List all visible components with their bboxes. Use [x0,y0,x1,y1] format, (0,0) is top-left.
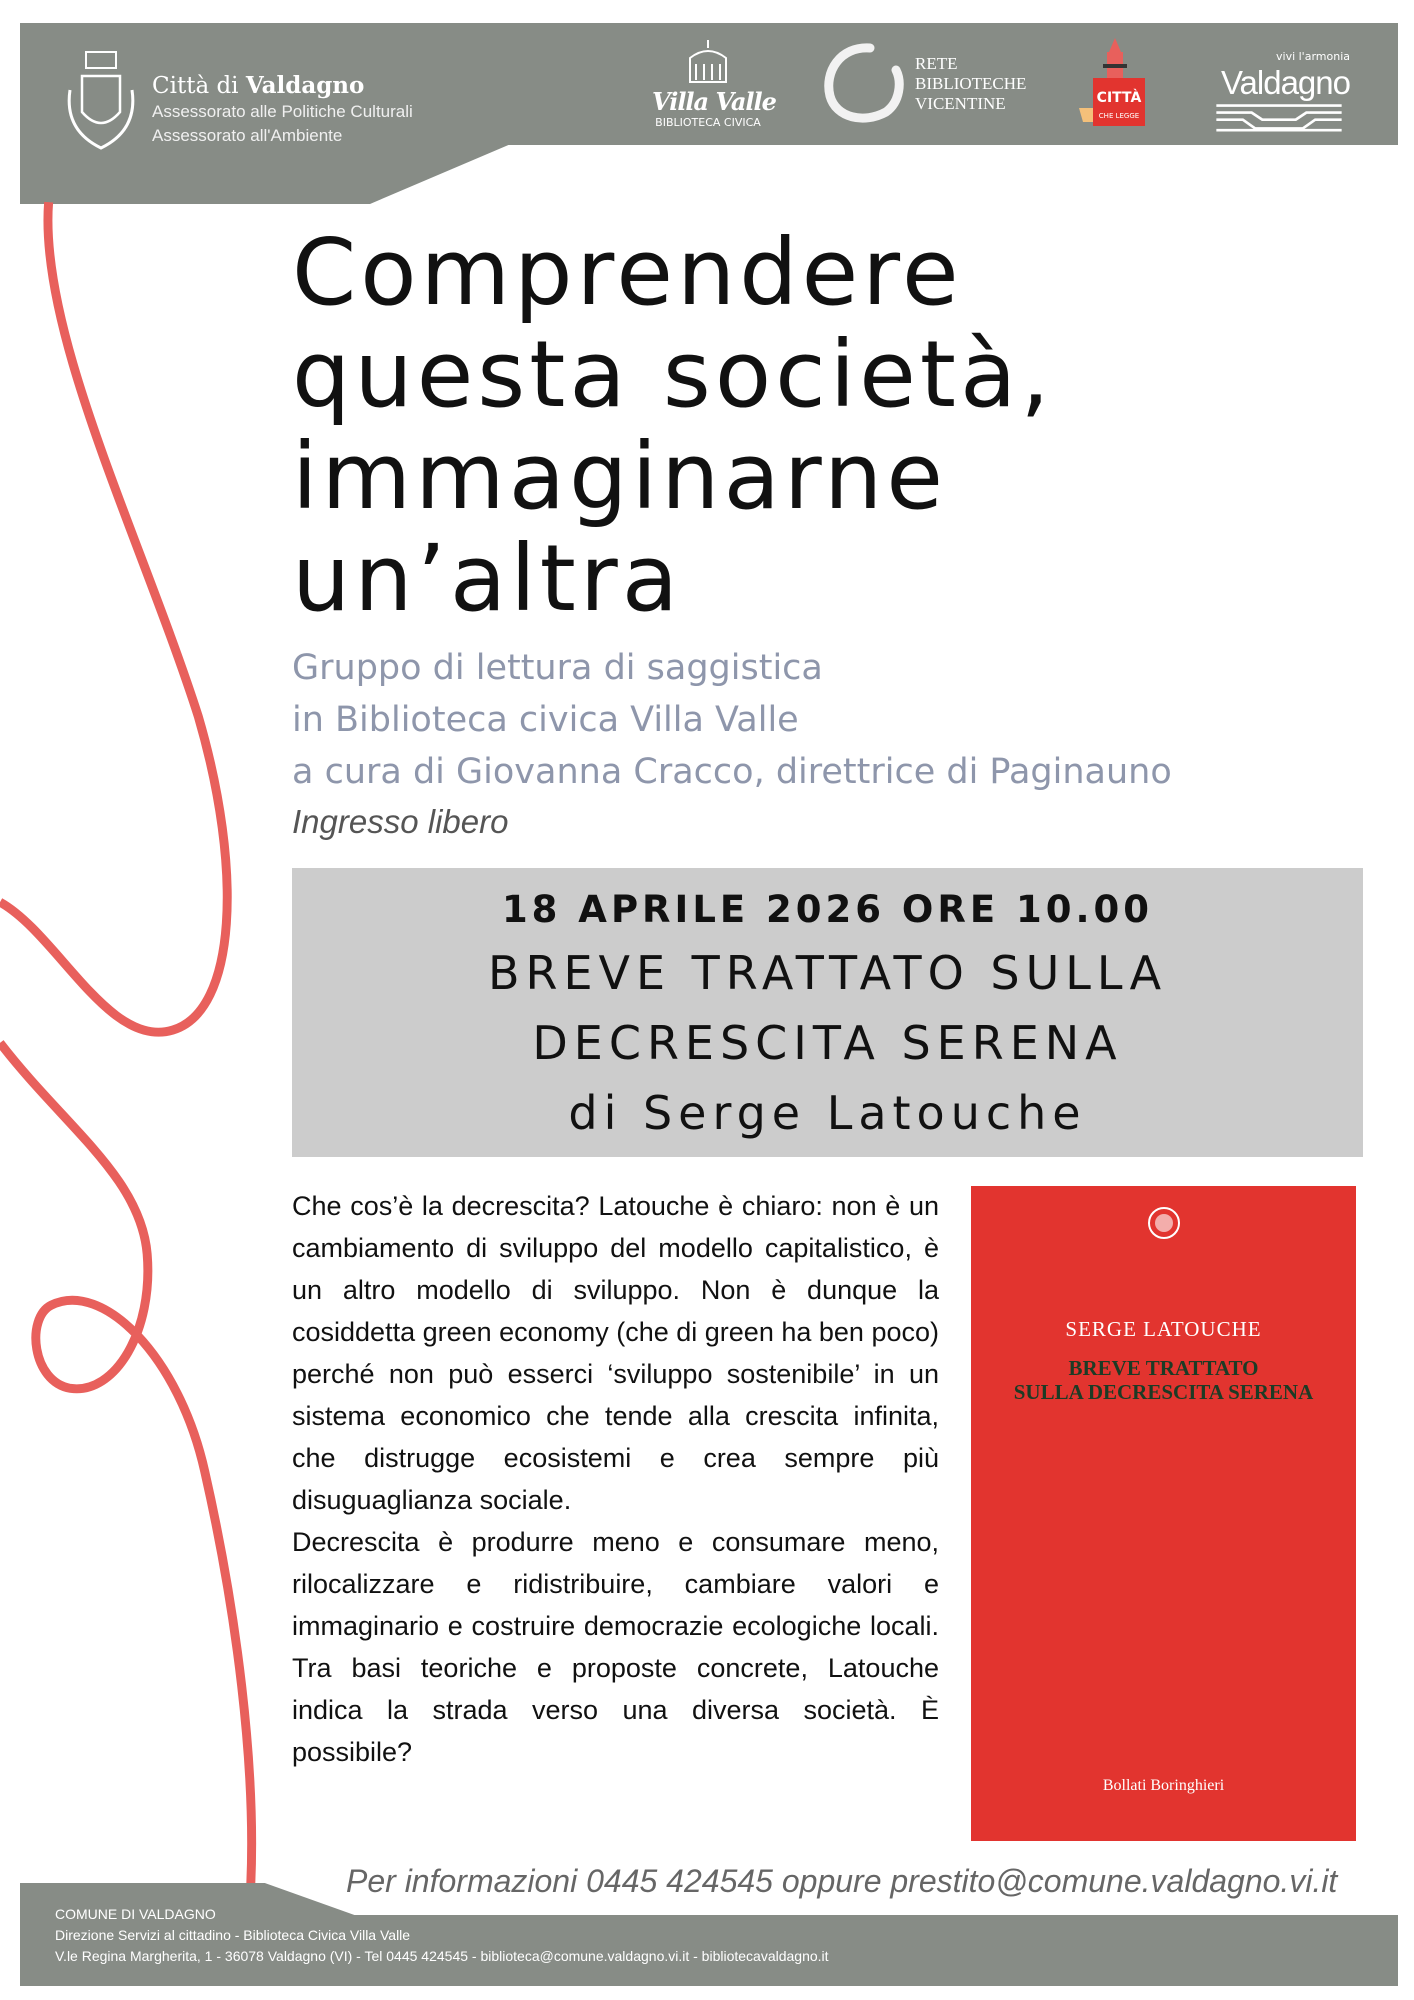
citta-che-legge-logo [1073,38,1157,130]
villa-building-icon [678,38,738,84]
city-name: Valdagno [245,72,365,99]
description-paragraph: Che cos’è la decrescita? Latouche è chiaro: non è un cambiamento di sviluppo del modello capitalistico, è un altro modello di sviluppo. Non è dunque la cosiddetta green economy (che di green ha ben poco) perché non può esserci ‘sviluppo sostenibile’ in un sistema economico che tende alla crescita infinita, che distrugge ecosistemi e crea sempre più disuguaglianza sociale. [292,1191,939,1515]
rete-biblioteche-logo [820,42,1027,130]
rete-line3: VICENTINE [915,94,1006,113]
villa-valle-logo [652,38,776,130]
brush-circle-icon [820,42,904,126]
footer-line: Direzione Servizi al cittadino - Biblioteca Civica Villa Valle [55,1927,411,1943]
villa-valle-sub: BIBLIOTECA CIVICA [655,116,761,129]
contact-info: Per informazioni 0445 424545 oppure prestito@comune.valdagno.vi.it [346,1863,1338,1899]
rete-line1: RETE [915,54,958,73]
subtitle [292,642,1172,798]
che-legge-label: CHE LEGGE [1098,112,1140,120]
description [292,1185,939,1773]
city-block [152,72,413,148]
footer-text [55,1904,829,1967]
book-cover-title: BREVE TRATTATO [1068,1356,1259,1380]
valdagno-tagline: vivi l'armonia [1276,50,1350,63]
event-book-title-line: DECRESCITA SERENA [532,1016,1123,1070]
tower-book-icon [1073,38,1157,130]
villa-valle-name: Villa Valle [652,87,776,116]
footer-line: V.le Regina Margherita, 1 - 36078 Valdagno (VI) - Tel 0445 424545 - biblioteca@comune.valdagno.vi.it - bibliotecavaldagno.it [55,1948,829,1964]
book-cover-publisher: Bollati Boringhieri [1102,1777,1225,1794]
valdagno-steps-icon [1208,102,1350,132]
title-line: Comprendere [292,219,963,326]
title-line: questa società, [292,321,1054,428]
publisher-seal-icon [1145,1204,1183,1242]
subtitle-line: a cura di Giovanna Cracco, direttrice di Paginauno [292,752,1172,792]
event-date: 18 APRILE 2026 ORE 10.00 [501,888,1154,931]
city-prefix: Città di [152,73,239,99]
event-book-title-line: BREVE TRATTATO SULLA [487,946,1168,1000]
dept-culture: Assessorato alle Politiche Culturali [152,102,413,121]
book-cover-title: SULLA DECRESCITA SERENA [1013,1380,1314,1404]
subtitle-line: in Biblioteca civica Villa Valle [292,700,799,740]
citta-label: CITTÀ [1096,90,1142,106]
valdagno-logo [1202,50,1350,136]
book-cover-author: SERGE LATOUCHE [1065,1317,1262,1341]
page-title [292,219,1054,632]
rete-line2: BIBLIOTECHE [915,74,1027,93]
valdagno-wordmark: Valdagno [1220,64,1350,101]
footer-line: COMUNE DI VALDAGNO [55,1906,216,1922]
description-paragraph: Decrescita è produrre meno e consumare meno, rilocalizzare e ridistribuire, cambiare valori e immaginario e costruire democrazie ecologiche locali. Tra basi teoriche e proposte concrete, Latouche indica la strada verso una diversa società. È possibile? [292,1527,939,1767]
title-line: un’altra [292,525,683,632]
book-cover [971,1186,1356,1841]
title-line: immaginarne [292,423,947,530]
entry-note: Ingresso libero [292,803,509,840]
subtitle-line: Gruppo di lettura di saggistica [292,648,823,688]
event-author: di Serge Latouche [568,1086,1087,1140]
city-crest-icon [62,50,140,154]
dept-environment: Assessorato all'Ambiente [152,126,343,145]
event-box [292,868,1363,1157]
